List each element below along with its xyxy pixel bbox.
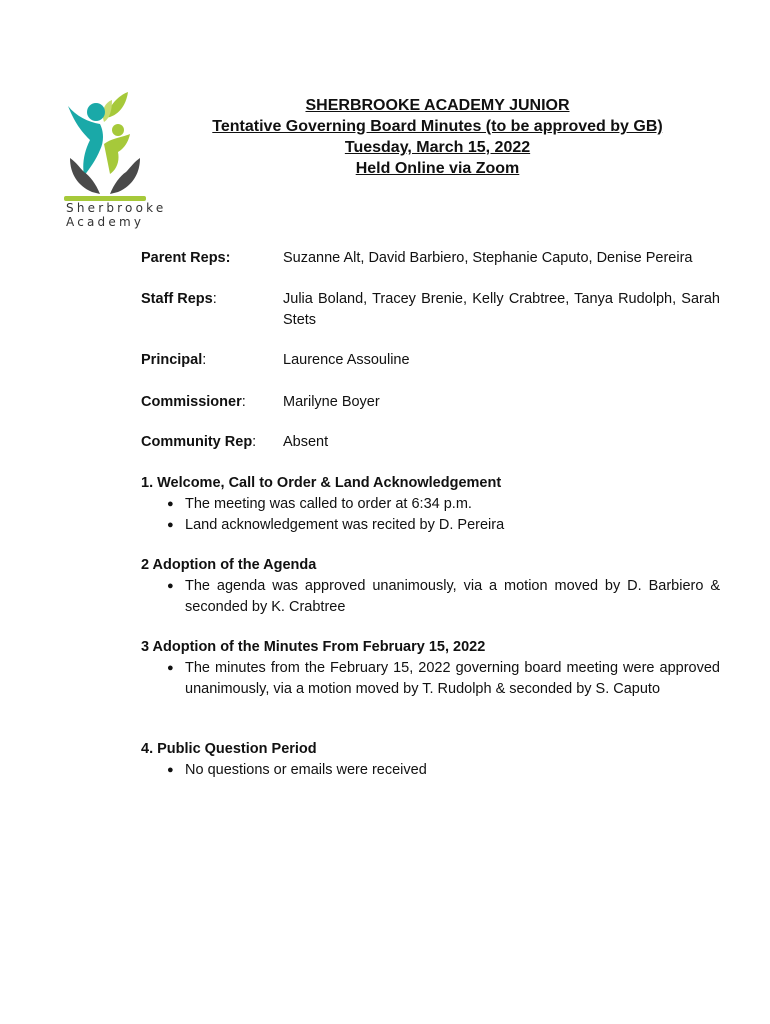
bullet-icon: ● (167, 764, 174, 776)
logo-text-line1: Sherbrooke (66, 201, 167, 215)
section-public-questions (141, 739, 720, 781)
attendance-label: Parent Reps: (141, 250, 231, 266)
meeting-location: Held Online via Zoom (355, 160, 520, 177)
section-welcome (141, 473, 720, 536)
attendance-value: Marilyne Boyer (283, 394, 380, 410)
attendance-label: Commissioner (141, 394, 242, 410)
list-item: ● The meeting was called to order at 6:34 p.m. (141, 494, 720, 515)
bullet-icon: ● (167, 498, 174, 510)
section-heading: 3 Adoption of the Minutes From February 15, 2022 (141, 639, 486, 655)
attendance-label: Staff Reps (141, 291, 213, 307)
school-name: SHERBROOKE ACADEMY JUNIOR (305, 97, 570, 114)
section-agenda (141, 555, 720, 618)
bullet-icon: ● (167, 580, 174, 592)
list-item: ● Land acknowledgement was recited by D. Pereira (141, 515, 720, 536)
section-heading: 1. Welcome, Call to Order & Land Acknowledgement (141, 475, 502, 491)
attendance-value: Julia Boland, Tracey Brenie, Kelly Crabtree, Tanya Rudolph, Sarah Stets (283, 291, 720, 328)
attendance-value: Suzanne Alt, David Barbiero, Stephanie Caputo, Denise Pereira (283, 250, 693, 266)
list-item: ● The agenda was approved unanimously, via a motion moved by D. Barbiero & seconded by K. Crabtree (167, 578, 720, 615)
section-heading: 2 Adoption of the Agenda (141, 557, 317, 573)
bullet-icon: ● (167, 519, 174, 531)
document-title: Tentative Governing Board Minutes (to be approved by GB) (212, 118, 663, 135)
attendance-label: Principal (141, 352, 203, 368)
attendance-label: Community Rep (141, 434, 253, 450)
logo-text-line2: Academy (66, 215, 145, 229)
meeting-date: Tuesday, March 15, 2022 (344, 139, 531, 156)
list-item: ● No questions or emails were received (141, 760, 720, 781)
list-item: ● The minutes from the February 15, 2022 governing board meeting were approved unanimously, via a motion moved by T. Rudolph & seconded by S. Caputo (167, 660, 720, 697)
attendance-value: Laurence Assouline (283, 352, 410, 368)
section-heading: 4. Public Question Period (141, 741, 317, 757)
section-minutes (141, 637, 720, 700)
bullet-icon: ● (167, 662, 174, 674)
attendance-value: Absent (283, 434, 329, 450)
document-header (150, 95, 725, 179)
